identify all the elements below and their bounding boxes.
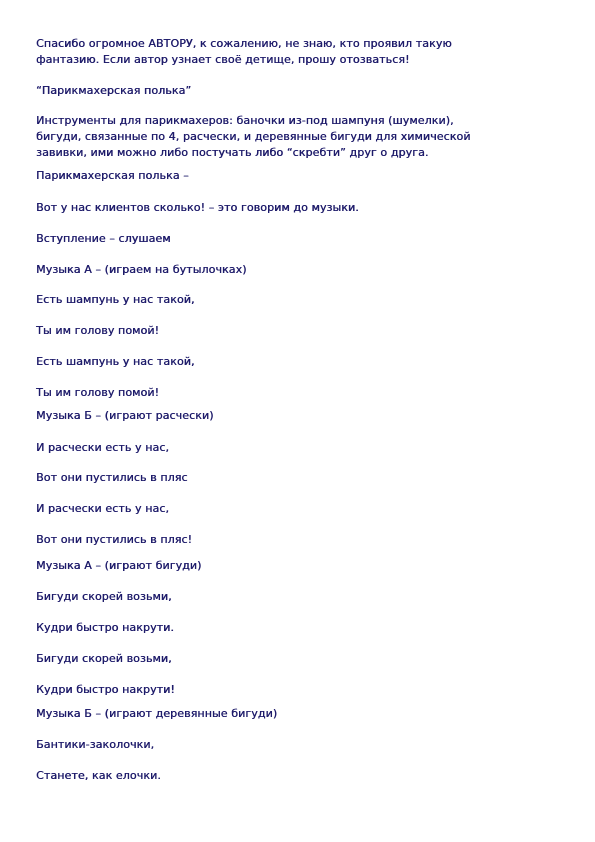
intro-line-1: Спасибо огромное АВТОРУ, к сожалению, не знаю, кто проявил такую [36, 37, 452, 50]
intro-line-2: фантазию. Если автор узнает своё детище, прошу отозваться! [36, 53, 410, 66]
lyric-line: Бантики-заколочки, [36, 738, 155, 751]
lyric-line: Кудри быстро накрути! [36, 683, 175, 696]
lyric-line: Есть шампунь у нас такой, [36, 293, 195, 306]
document-title: “Парикмахерская полька” [36, 84, 192, 97]
lyric-line: Вот они пустились в пляс! [36, 533, 193, 546]
lyric-line: Ты им голову помой! [36, 324, 160, 337]
lyric-line: Бигуди скорей возьми, [36, 652, 172, 665]
instruments-line-2: бигуди, связанные по 4, расчески, и деревянные бигуди для химической [36, 130, 471, 143]
lyric-line: Бигуди скорей возьми, [36, 590, 172, 603]
intro-direction: Вступление – слушаем [36, 232, 171, 245]
music-b-direction-1: Музыка Б – (играют расчески) [36, 409, 214, 422]
instruments-line-1: Инструменты для парикмахеров: баночки из-под шампуня (шумелки), [36, 114, 454, 127]
lyric-line: Кудри быстро накрути. [36, 621, 174, 634]
lyric-line: Есть шампунь у нас такой, [36, 355, 195, 368]
lyric-line: Вот они пустились в пляс [36, 471, 188, 484]
lyric-line: Станете, как елочки. [36, 769, 161, 782]
instruments-line-3: завивки, ими можно либо постучать либо “скребти” друг о друга. [36, 146, 429, 159]
music-a-direction-2: Музыка А – (играют бигуди) [36, 559, 202, 572]
music-b-direction-2: Музыка Б – (играют деревянные бигуди) [36, 707, 278, 720]
lyric-line: И расчески есть у нас, [36, 441, 169, 454]
lyric-line: И расчески есть у нас, [36, 502, 169, 515]
spoken-line: Вот у нас клиентов сколько! – это говорим до музыки. [36, 201, 359, 214]
lyric-line: Ты им голову помой! [36, 386, 160, 399]
section-heading: Парикмахерская полька – [36, 169, 189, 182]
music-a-direction-1: Музыка А – (играем на бутылочках) [36, 263, 247, 276]
